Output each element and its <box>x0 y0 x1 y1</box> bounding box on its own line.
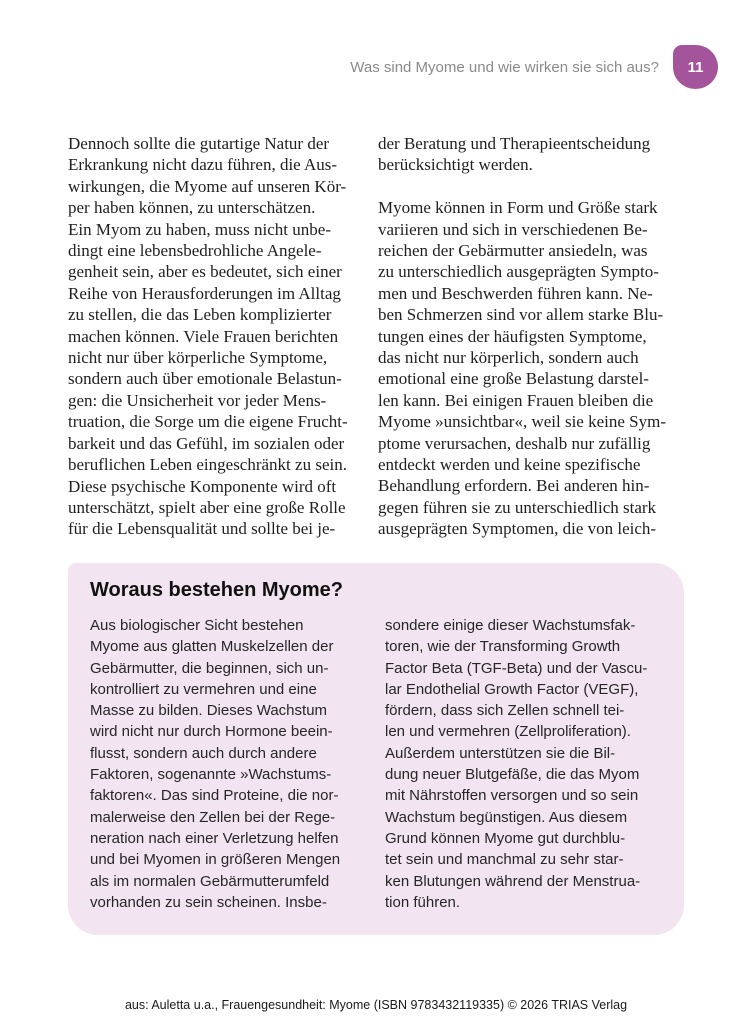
body-column-right <box>378 133 668 540</box>
info-box-column-right: sondere einige dieser Wachstumsfak- toren, wie der Transforming Growth Factor Beta (TGF-Beta) und der Vascu- lar Endothelial Growth Factor (VEGF), fördern, dass sich Zellen schnell tei- len und vermehren (Zellproliferation). Außerdem unterstützen sie die Bil- dung neuer Blutgefäße, die das Myom mit Nährstoffen versorgen und so sein Wachstum begünstigen. Aus diesem Grund können Myome gut durchblu- tet sein und manchmal zu sehr star- ken Blutungen während der Menstrua- tion führen. <box>385 617 648 911</box>
paragraph: Dennoch sollte die gutartige Natur der Erkrankung nicht dazu führen, die Aus- wirkungen, die Myome auf unseren Kör- per haben können, zu unterschätzen. Ein Myom zu haben, muss nicht unbe- dingt eine lebensbedrohliche Angele- genheit sein, aber es bedeutet, sich einer Reihe von Herausforderungen im Alltag zu stellen, die das Leben komplizierter machen können. Viele Frauen berichten nicht nur über körperliche Symptome, sondern auch über emotionale Belastun- gen: die Unsicherheit vor jeder Mens- truation, die Sorge um die eigene Frucht- barkeit und das Gefühl, im sozialen oder beruflichen Leben eingeschränkt zu sein. Diese psychische Komponente wird oft unterschätzt, spielt aber eine große Rolle für die Lebensqualität und sollte bei je- <box>68 134 348 539</box>
paragraph: Myome können in Form und Größe stark variieren und sich in verschiedenen Be- reichen der Gebärmutter ansiedeln, was zu unterschiedlich ausgeprägten Sympto- men und Beschwerden führen kann. Ne- ben Schmerzen sind vor allem starke Blu- tungen eines der häufigsten Symptome, das nicht nur körperlich, sondern auch emotional eine große Belastung darstel- len kann. Bei einigen Frauen bleiben die Myome »unsichtbar«, weil sie keine Sym- ptome verursachen, deshalb nur zufällig entdeckt werden und keine spezifische Behandlung erfordern. Bei anderen hin- gegen führen sie zu unterschiedlich stark ausgeprägten Symptomen, die von leich- <box>378 198 667 539</box>
paragraph: der Beratung und Therapieentscheidung berücksichtigt werden. <box>378 134 651 175</box>
page-header <box>350 45 718 89</box>
info-box <box>68 563 684 935</box>
body-text <box>68 133 688 540</box>
info-box-columns <box>90 615 662 913</box>
info-box-column-left: Aus biologischer Sicht bestehen Myome aus glatten Muskelzellen der Gebärmutter, die beginnen, sich un- kontrolliert zu vermehren und eine Masse zu bilden. Dieses Wachstum wird nicht nur durch Hormone beein- flusst, sondern auch durch andere Faktoren, sogenannte »Wachstums- faktoren«. Das sind Proteine, die nor- malerweise den Zellen bei der Rege- neration nach einer Verletzung helfen und bei Myomen in größeren Mengen als im normalen Gebärmutterumfeld vorhanden zu sein scheinen. Insbe- <box>90 617 341 911</box>
running-head: Was sind Myome und wie wirken sie sich aus? <box>350 58 659 76</box>
body-column-left <box>68 133 358 540</box>
page-number-badge: 11 <box>673 45 718 89</box>
info-box-title: Woraus bestehen Myome? <box>90 579 344 601</box>
footer-credit: aus: Auletta u.a., Frauengesundheit: Myome (ISBN 9783432119335) © 2026 TRIAS Verlag <box>124 998 628 1012</box>
